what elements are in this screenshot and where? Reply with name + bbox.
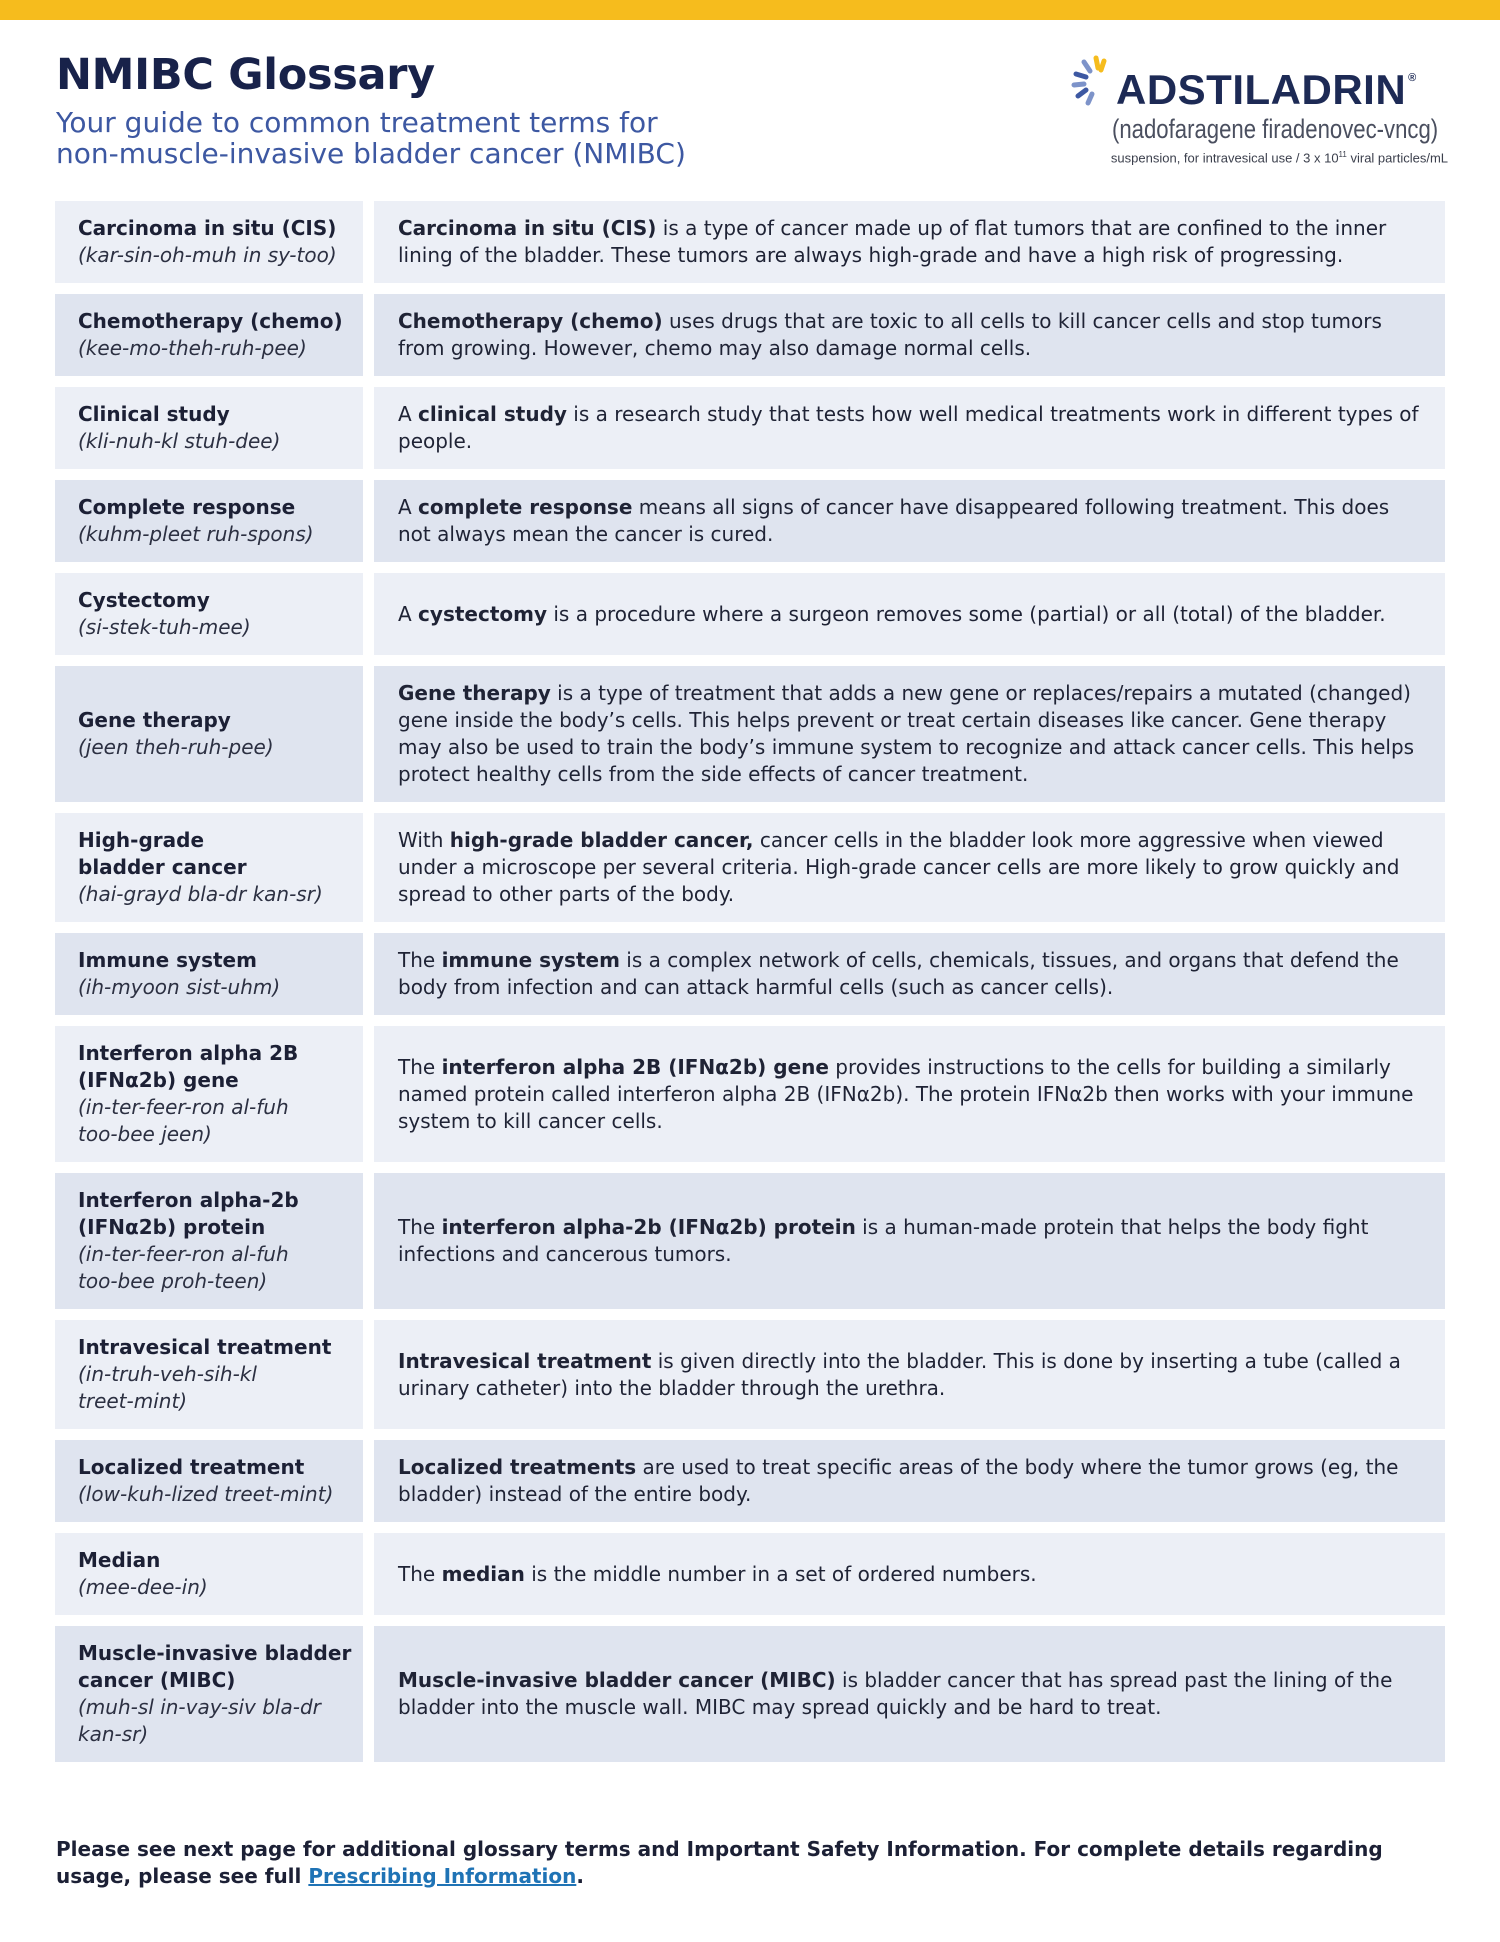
term-pronunciation: (hai-grayd bla-dr kan-sr)	[78, 882, 323, 906]
term-definition	[398, 680, 1425, 788]
glossary-row	[55, 1026, 1445, 1162]
term-pronunciation: (kee-mo-theh-ruh-pee)	[78, 336, 307, 360]
term-cell	[55, 201, 363, 283]
definition-cell	[374, 1173, 1445, 1309]
glossary-row	[55, 813, 1445, 922]
definition-text: provides instructions to the cells for building a similarly named protein called interferon alpha 2B (IFNα2b). The protein IFNα2b then works with your immune system to kill cancer cells.	[398, 1054, 1414, 1133]
term-pronunciation: (ih-myoon sist-uhm)	[78, 975, 281, 999]
definition-cell	[374, 573, 1445, 655]
glossary-row	[55, 666, 1445, 802]
glossary-row	[55, 480, 1445, 562]
brand-name: ADSTILADRIN ®	[1116, 66, 1417, 113]
term-definition	[398, 1348, 1425, 1402]
term-name: Carcinoma in situ (CIS)	[78, 216, 337, 240]
term-cell	[55, 933, 363, 1015]
definition-term: Gene therapy	[398, 681, 551, 705]
term-cell	[55, 573, 363, 655]
definition-lead: With	[398, 828, 450, 852]
subtitle-line-1: Your guide to common treatment terms for	[56, 106, 658, 139]
glossary-row	[55, 201, 1445, 283]
definition-term: Carcinoma in situ (CIS)	[398, 216, 657, 240]
definition-text: uses drugs that are toxic to all cells to kill cancer cells and stop tumors from growing. However, chemo may also damage normal cells.	[398, 309, 1382, 360]
term-cell	[55, 1626, 363, 1762]
term-name: Localized treatment	[78, 1455, 305, 1479]
definition-term: median	[441, 1561, 525, 1586]
page-title: NMIBC Glossary	[56, 50, 435, 100]
term-definition	[398, 1054, 1425, 1135]
term-pronunciation: (kar-sin-oh-muh in sy-too)	[78, 243, 337, 267]
definition-lead: The	[398, 948, 442, 972]
term-pronunciation: (si-stek-tuh-mee)	[78, 615, 251, 639]
glossary-row	[55, 1626, 1445, 1762]
generic-name: (nadofaragene firadenovec-vncg)	[1112, 114, 1439, 144]
definition-text: cancer cells in the bladder look more aggressive when viewed under a microscope per several criteria. High-grade cancer cells are more likely to grow quickly and spread to other parts of the body.	[398, 828, 1400, 906]
term-pronunciation: (in-ter-feer-ron al-fuh too-bee proh-teen)	[78, 1242, 289, 1293]
term-definition	[398, 947, 1425, 1001]
term-name: Immune system	[78, 948, 257, 972]
definition-term: interferon alpha-2b (IFNα2b) protein	[441, 1215, 856, 1239]
term-name: Median	[78, 1548, 161, 1572]
definition-text: is a type of treatment that adds a new gene or replaces/repairs a mutated (changed) gene inside the body’s cells. This helps prevent or treat certain diseases like cancer. Gene therapy may also be used to train the body’s immune system to recognize and attack cancer cells. This helps protect healthy cells from the side effects of cancer treatment.	[398, 681, 1415, 786]
term-pronunciation: (kli-nuh-kl stuh-dee)	[78, 429, 281, 453]
definition-cell	[374, 933, 1445, 1015]
term-name: Cystectomy	[78, 588, 210, 612]
definition-lead: A	[398, 601, 419, 626]
term-name: Complete response	[78, 495, 296, 519]
definition-lead: The	[398, 1561, 442, 1586]
term-definition	[398, 494, 1425, 548]
definition-term: cystectomy	[418, 601, 548, 626]
term-pronunciation: (in-truh-veh-sih-kl treet-mint)	[78, 1362, 257, 1413]
definition-term: Chemotherapy (chemo)	[398, 309, 663, 333]
term-cell	[55, 387, 363, 469]
definition-text: is a complex network of cells, chemicals, tissues, and organs that defend the body from infection and can attack harmful cells (such as cancer cells).	[398, 948, 1399, 999]
glossary-table	[55, 201, 1445, 1773]
brand-logo	[1070, 54, 1466, 170]
definition-term: complete response	[418, 495, 633, 519]
prescribing-information-link[interactable]: Prescribing Information	[308, 1864, 577, 1888]
term-cell	[55, 1320, 363, 1429]
subtitle-line-2: non-muscle-invasive bladder cancer (NMIBC)	[56, 137, 686, 170]
definition-cell	[374, 480, 1445, 562]
definition-term: high-grade bladder cancer,	[449, 828, 754, 852]
term-pronunciation: (muh-sl in-vay-siv bla-dr kan-sr)	[78, 1695, 321, 1746]
glossary-row	[55, 1320, 1445, 1429]
definition-lead: The	[398, 1215, 442, 1239]
term-pronunciation: (low-kuh-lized treet-mint)	[78, 1482, 334, 1506]
glossary-row	[55, 1173, 1445, 1309]
footer-note: Please see next page for additional glossary terms and Important Safety Information. For complete details regarding usage, please see full Prescribing Information.	[56, 1837, 1383, 1888]
glossary-row	[55, 387, 1445, 469]
definition-text: is a type of cancer made up of flat tumors that are confined to the inner lining of the bladder. These tumors are always high-grade and have a high risk of progressing.	[398, 216, 1387, 267]
definition-text: is given directly into the bladder. This is done by inserting a tube (called a urinary catheter) into the bladder through the urethra.	[398, 1348, 1401, 1400]
definition-lead: A	[398, 495, 419, 519]
term-definition	[398, 308, 1425, 362]
definition-cell	[374, 387, 1445, 469]
definition-lead: A	[398, 402, 419, 426]
term-cell	[55, 666, 363, 802]
definition-cell	[374, 1533, 1445, 1615]
definition-cell	[374, 813, 1445, 922]
term-pronunciation: (in-ter-feer-ron al-fuh too-bee jeen)	[78, 1095, 289, 1146]
definition-cell	[374, 1320, 1445, 1429]
term-name: Gene therapy	[78, 708, 231, 732]
term-pronunciation: (kuhm-pleet ruh-spons)	[78, 522, 314, 546]
term-definition	[398, 1454, 1425, 1508]
term-cell	[55, 1173, 363, 1309]
definition-text: is a procedure where a surgeon removes some (partial) or all (total) of the bladder.	[547, 601, 1386, 626]
term-name: Muscle-invasive bladder cancer (MIBC)	[78, 1641, 352, 1692]
definition-term: clinical study	[418, 402, 567, 426]
definition-term: Localized treatments	[398, 1455, 637, 1479]
definition-term: interferon alpha 2B (IFNα2b) gene	[441, 1054, 829, 1079]
definition-text: means all signs of cancer have disappeared following treatment. This does not always mean the cancer is cured.	[398, 495, 1390, 546]
term-name: Clinical study	[78, 402, 230, 426]
top-accent-bar	[0, 0, 1500, 20]
term-cell	[55, 480, 363, 562]
definition-cell	[374, 1440, 1445, 1522]
term-cell	[55, 1533, 363, 1615]
definition-lead: The	[398, 1054, 442, 1079]
term-cell	[55, 813, 363, 922]
term-definition	[398, 1561, 1037, 1588]
term-cell	[55, 1026, 363, 1162]
term-name: High-grade bladder cancer	[78, 828, 247, 879]
definition-cell	[374, 1026, 1445, 1162]
definition-term: Muscle-invasive bladder cancer (MIBC)	[398, 1668, 836, 1692]
term-name: Interferon alpha 2B (IFNα2b) gene	[78, 1041, 299, 1092]
glossary-row	[55, 1533, 1445, 1615]
definition-cell	[374, 1626, 1445, 1762]
definition-text: are used to treat specific areas of the body where the tumor grows (eg, the bladder) instead of the entire body.	[398, 1455, 1399, 1506]
glossary-row	[55, 294, 1445, 376]
term-pronunciation: (mee-dee-in)	[78, 1575, 208, 1599]
page-subtitle	[56, 107, 816, 169]
product-description: suspension, for intravesical use / 3 x $10^{11}$ viral particles/mL	[1110, 150, 1448, 166]
glossary-row	[55, 573, 1445, 655]
definition-cell	[374, 666, 1445, 802]
definition-text: is bladder cancer that has spread past the lining of the bladder into the muscle wall. MIBC may spread quickly and be hard to treat.	[398, 1668, 1393, 1719]
term-definition	[398, 601, 1386, 628]
definition-cell	[374, 294, 1445, 376]
definition-cell	[374, 201, 1445, 283]
term-name: Interferon alpha-2b (IFNα2b) protein	[78, 1188, 299, 1239]
definition-term: Intravesical treatment	[398, 1348, 652, 1373]
term-definition	[398, 215, 1425, 269]
term-cell	[55, 294, 363, 376]
term-name: Intravesical treatment	[78, 1335, 332, 1359]
definition-text: is the middle number in a set of ordered numbers.	[524, 1561, 1037, 1586]
term-cell	[55, 1440, 363, 1522]
glossary-row	[55, 1440, 1445, 1522]
term-definition	[398, 1214, 1425, 1268]
definition-term: immune system	[441, 948, 620, 972]
starburst-logo-icon	[1070, 54, 1116, 114]
term-name: Chemotherapy (chemo)	[78, 309, 343, 333]
term-definition	[398, 401, 1425, 455]
term-definition	[398, 1667, 1425, 1721]
term-definition	[398, 827, 1425, 908]
definition-text: is a human-made protein that helps the body fight infections and cancerous tumors.	[398, 1215, 1369, 1266]
term-pronunciation: (jeen theh-ruh-pee)	[78, 735, 274, 759]
glossary-row	[55, 933, 1445, 1015]
definition-text: is a research study that tests how well medical treatments work in different types of people.	[398, 402, 1419, 453]
